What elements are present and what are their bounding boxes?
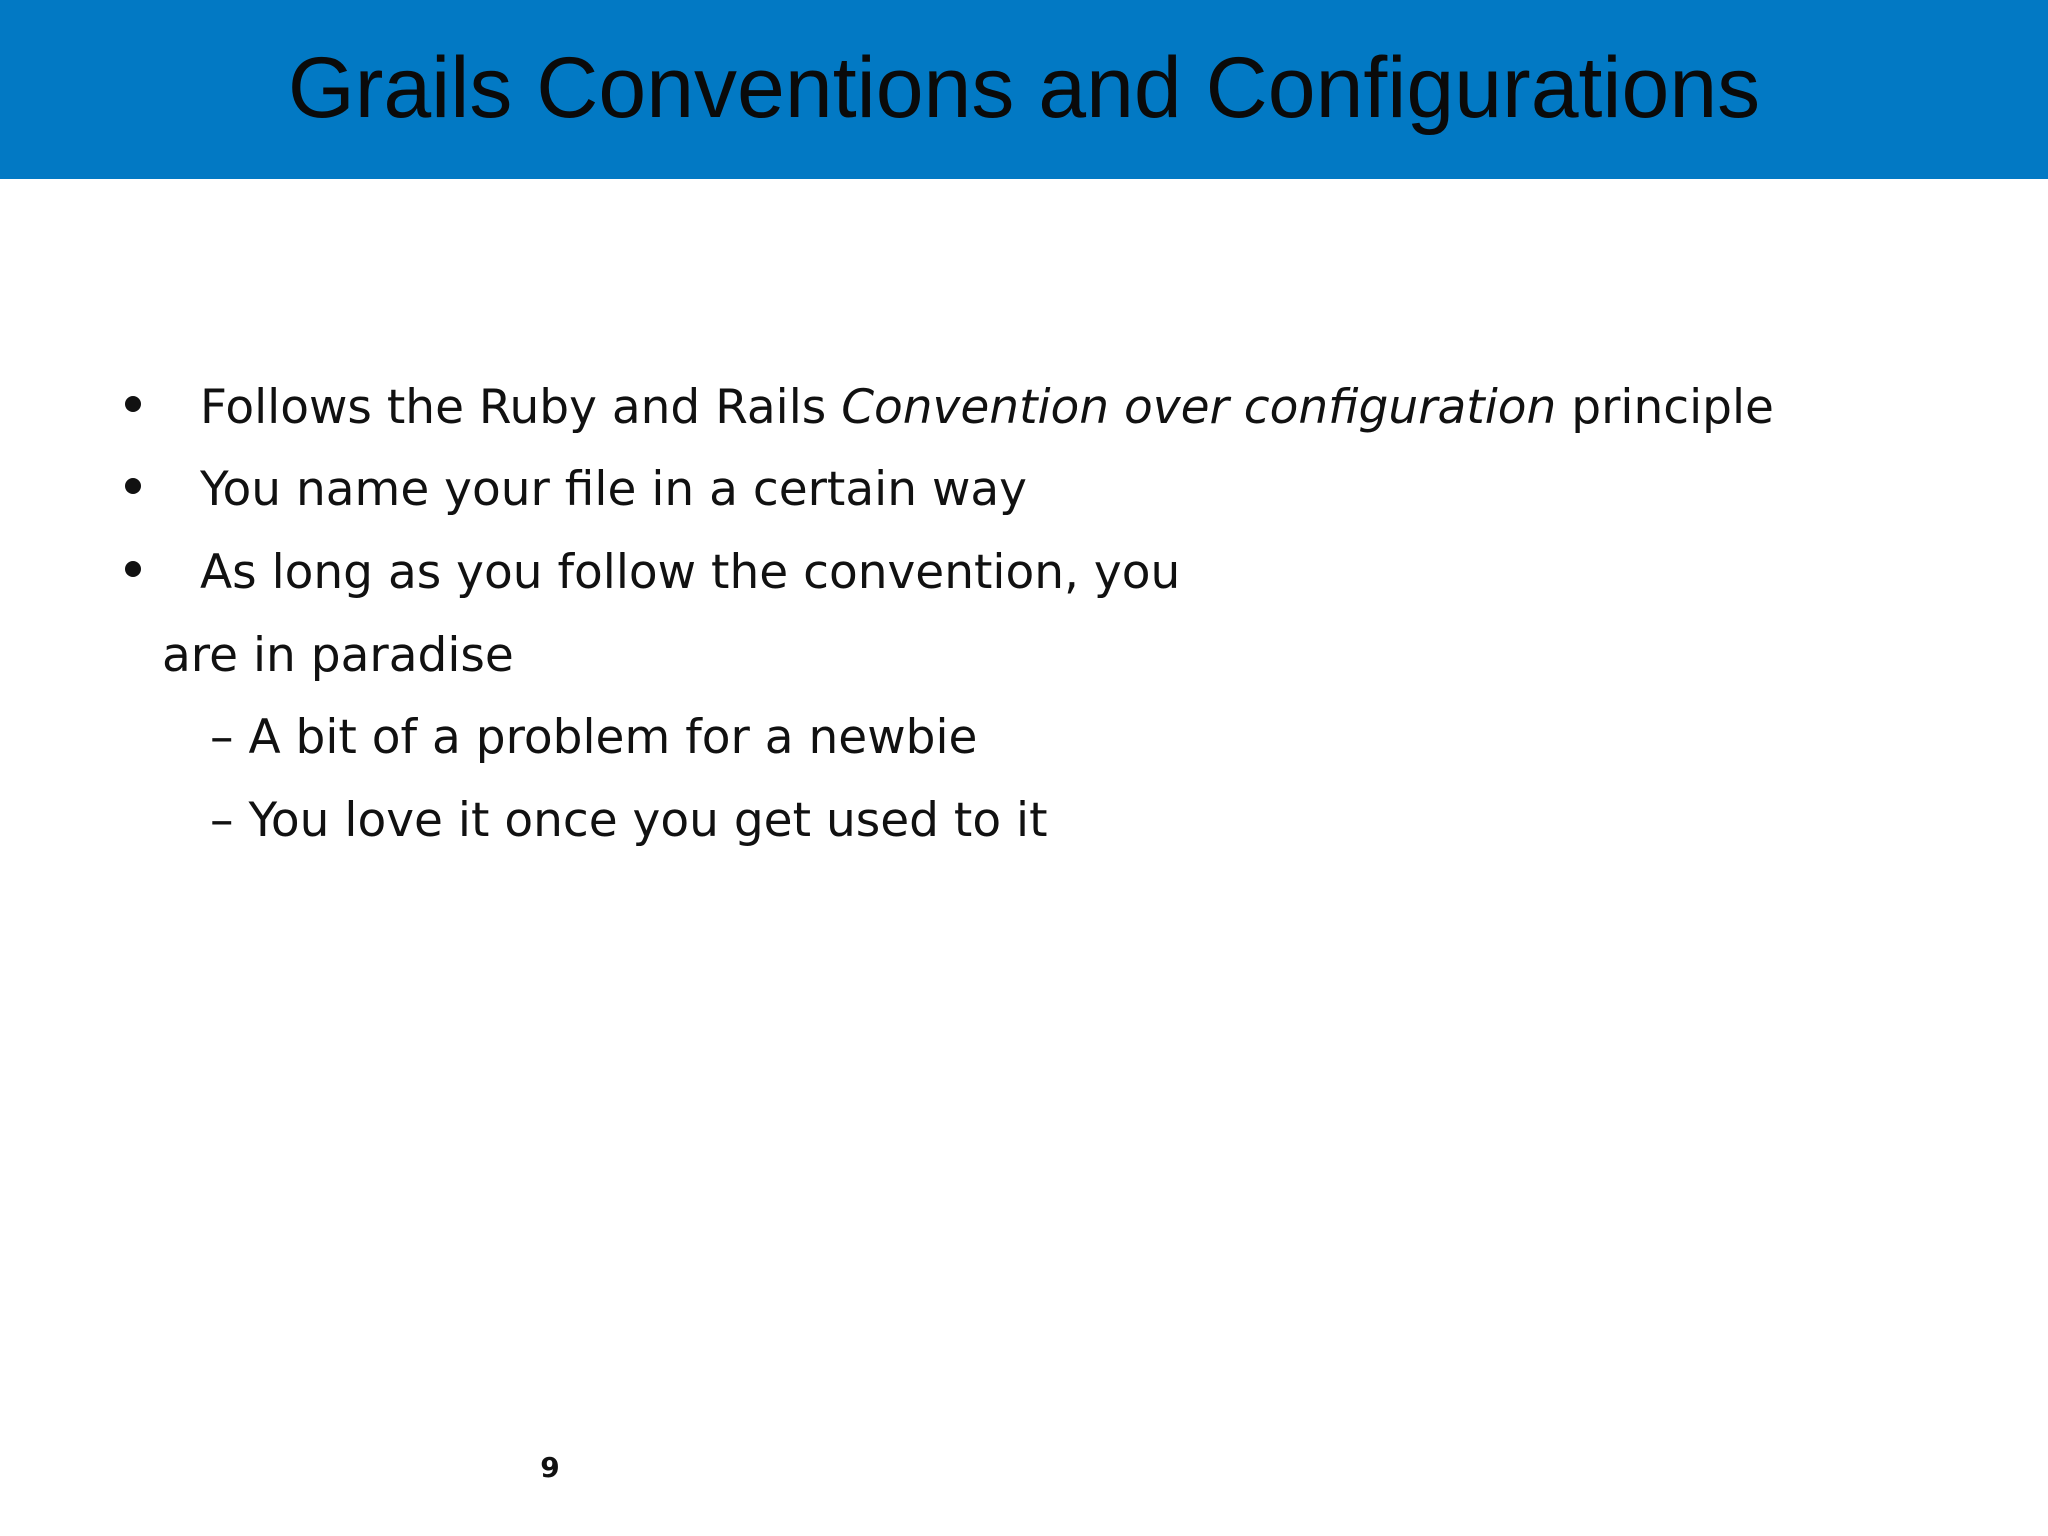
bullet-icon: [125, 478, 141, 494]
sub-bullet-text: A bit of a problem for a newbie: [248, 710, 978, 765]
bullet-icon: [125, 396, 141, 412]
bullet-icon: [125, 561, 141, 577]
bullet-continuation: [162, 626, 514, 686]
bullet-item: [200, 543, 1180, 603]
slide-title: Grails Conventions and Configurations: [287, 40, 1761, 136]
title-bar: [0, 0, 2048, 179]
bullet-text: are in paradise: [162, 628, 514, 683]
bullet-text: Follows the Ruby and Rails: [200, 380, 842, 435]
bullet-item: [200, 378, 1774, 438]
sub-bullet-text: You love it once you get used to it: [248, 793, 1048, 848]
dash-marker: –: [210, 710, 234, 765]
dash-marker: –: [210, 793, 234, 848]
sub-bullet-item: [210, 791, 1048, 851]
sub-bullet-item: [210, 708, 977, 768]
bullet-text: You name your file in a certain way: [200, 462, 1027, 517]
bullet-text: As long as you follow the convention, you: [200, 545, 1181, 600]
page-number: 9: [540, 1451, 560, 1484]
bullet-item: [200, 460, 1027, 520]
bullet-emphasis: Convention over configuration: [841, 380, 1557, 435]
bullet-text: principle: [1556, 380, 1774, 435]
